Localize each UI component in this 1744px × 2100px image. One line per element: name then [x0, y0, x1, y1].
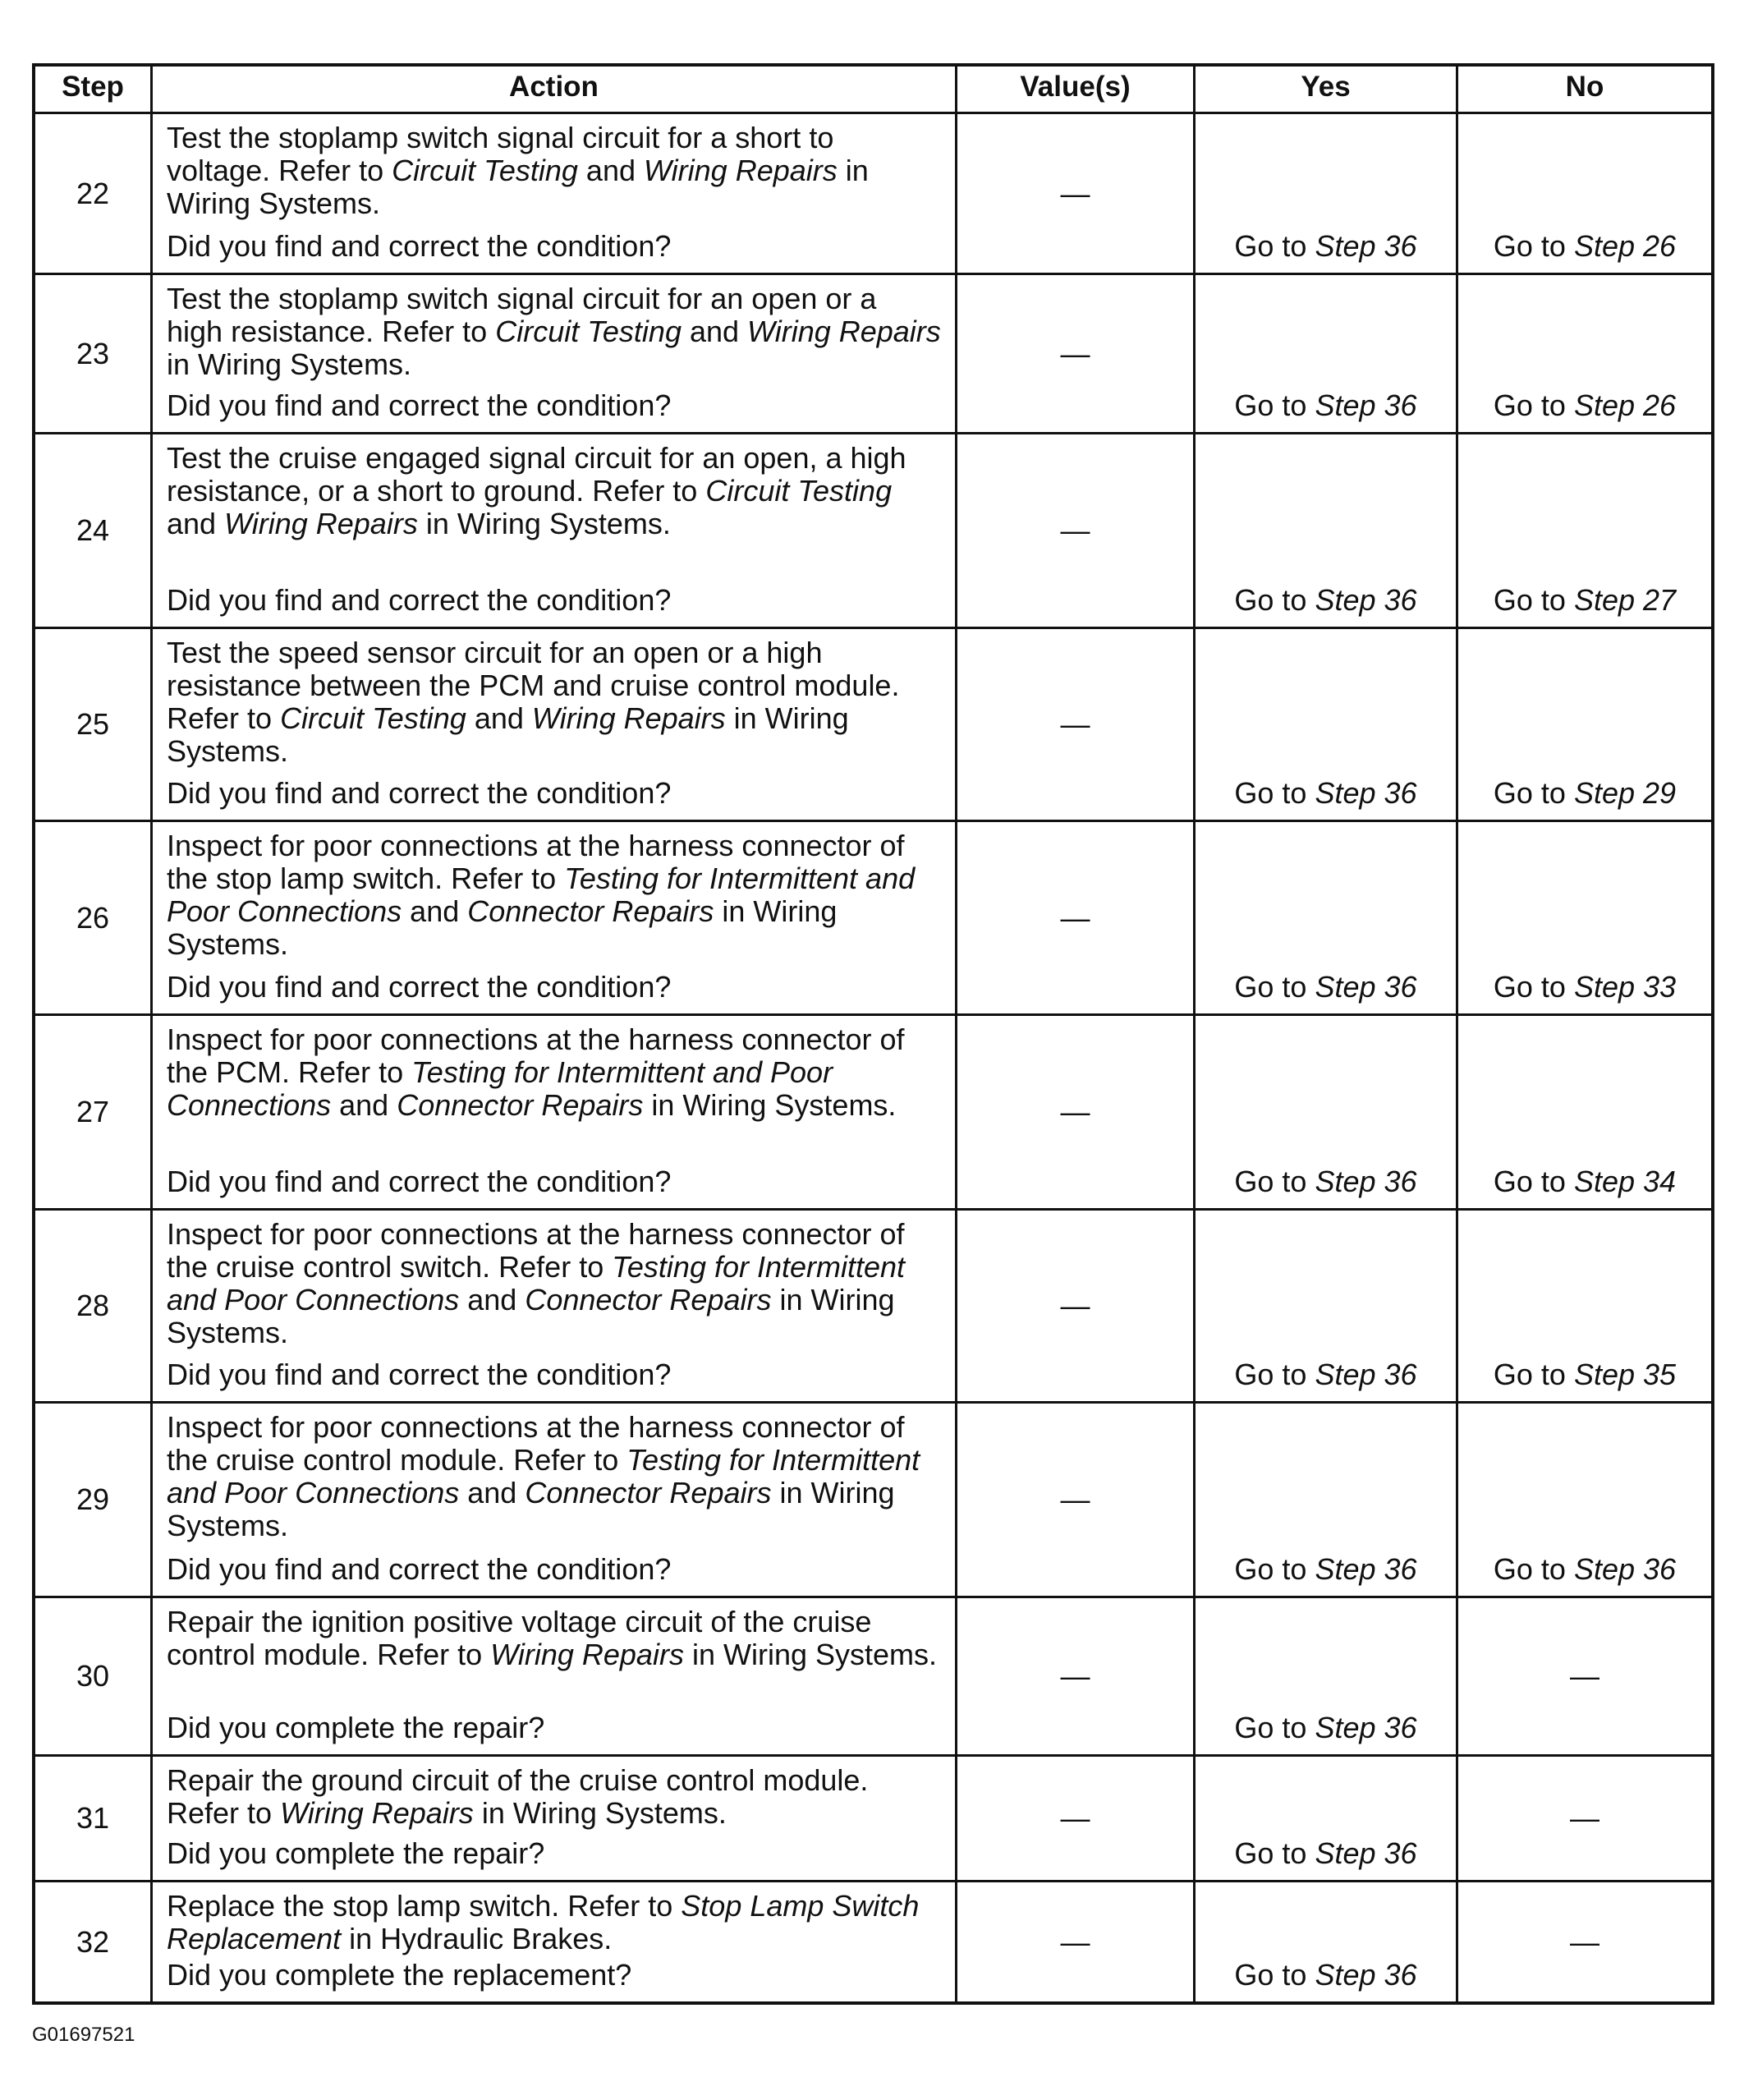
- action-line: [167, 636, 952, 669]
- yes-result: [1193, 1404, 1456, 1596]
- header-yes: Yes: [1193, 67, 1456, 112]
- plain-text: voltage. Refer to: [167, 154, 392, 187]
- value-cell: [955, 1757, 1193, 1880]
- action-instructions: [167, 442, 952, 540]
- value-cell: [955, 434, 1193, 627]
- plain-text: the PCM. Refer to: [167, 1055, 412, 1089]
- action-instructions: [167, 283, 952, 381]
- action-line: [167, 442, 952, 475]
- reference-text: Replacement: [167, 1922, 342, 1955]
- action-instructions: [167, 1218, 952, 1349]
- step-number: 27: [76, 1095, 110, 1128]
- plain-text: —: [1570, 1924, 1599, 1959]
- header-action: Action: [150, 67, 955, 112]
- reference-text: Step 26: [1573, 388, 1677, 422]
- value-text: —: [1060, 176, 1090, 210]
- value-cell: [955, 1882, 1193, 2001]
- reference-text: Wiring Repairs: [490, 1638, 684, 1671]
- plain-text: in Wiring Systems.: [167, 347, 412, 381]
- plain-text: Test the stoplamp switch signal circuit for an open or a: [167, 282, 877, 315]
- action-line: [167, 348, 952, 381]
- action-line: [167, 1797, 952, 1830]
- plain-text: in Hydraulic Brakes.: [341, 1922, 613, 1955]
- plain-text: Go to: [1234, 776, 1315, 810]
- reference-text: and Poor Connections: [167, 1476, 460, 1510]
- table-row: [35, 627, 1711, 820]
- plain-text: —: [1570, 1801, 1599, 1835]
- yes-result: [1193, 1016, 1456, 1208]
- action-line: [167, 1251, 952, 1284]
- plain-text: high resistance. Refer to: [167, 315, 496, 348]
- yes-result: [1193, 114, 1456, 273]
- reference-text: Step 26: [1573, 229, 1677, 263]
- reference-text: Step 36: [1315, 1358, 1417, 1391]
- reference-text: Connector Repairs: [467, 894, 714, 928]
- no-result-text: [1494, 777, 1676, 810]
- action-line: [167, 1606, 952, 1638]
- plain-text: Refer to: [167, 701, 281, 735]
- plain-text: Wiring Systems.: [167, 186, 381, 220]
- no-result-text: [1494, 971, 1676, 1004]
- action-cell: [150, 434, 955, 627]
- action-line: [167, 1890, 952, 1923]
- reference-text: Step 36: [1315, 1711, 1417, 1744]
- yes-result: [1193, 1211, 1456, 1401]
- no-result-text: [1494, 1553, 1676, 1586]
- action-question: Did you find and correct the condition?: [167, 583, 672, 617]
- no-result-text: [1494, 1358, 1676, 1391]
- figure-id: G01697521: [32, 2024, 135, 2046]
- action-cell: [150, 1016, 955, 1208]
- plain-text: resistance, or a short to ground. Refer to: [167, 474, 706, 508]
- action-line: [167, 508, 952, 540]
- plain-text: Go to: [1234, 970, 1315, 1004]
- plain-text: the cruise control module. Refer to: [167, 1443, 627, 1477]
- yes-result-text: [1234, 1712, 1416, 1744]
- no-result: [1456, 114, 1711, 273]
- plain-text: in Wiring: [771, 1283, 895, 1317]
- action-line: [167, 1764, 952, 1797]
- plain-text: Replace the stop lamp switch. Refer to: [167, 1889, 682, 1923]
- table-row: [35, 1880, 1711, 2001]
- plain-text: Go to: [1493, 388, 1574, 422]
- plain-text: and: [167, 507, 225, 540]
- action-instructions: [167, 636, 952, 768]
- yes-result: [1193, 1757, 1456, 1880]
- plain-text: Inspect for poor connections at the harness connector of: [167, 1022, 905, 1056]
- action-line: [167, 122, 952, 154]
- action-line: [167, 1510, 952, 1542]
- plain-text: Systems.: [167, 1316, 289, 1349]
- plain-text: Go to: [1493, 970, 1574, 1004]
- table-row: [35, 1013, 1711, 1208]
- no-result: [1456, 629, 1711, 820]
- action-line: [167, 187, 952, 220]
- reference-text: and Poor Connections: [167, 1283, 460, 1317]
- action-line: [167, 895, 952, 928]
- table-row: [35, 273, 1711, 432]
- value-text: —: [1060, 1659, 1090, 1693]
- action-line: [167, 1923, 952, 1955]
- no-result-text: [1494, 1165, 1676, 1198]
- action-line: [167, 315, 952, 348]
- value-text: —: [1060, 1482, 1090, 1516]
- plain-text: in Wiring: [714, 894, 838, 928]
- reference-text: Testing for Intermittent: [612, 1250, 906, 1284]
- yes-result-text: [1234, 389, 1416, 422]
- plain-text: in: [837, 154, 869, 187]
- action-question: Did you find and correct the condition?: [167, 1165, 672, 1198]
- plain-text: Go to: [1234, 1836, 1315, 1870]
- yes-result: [1193, 629, 1456, 820]
- no-result-text: [1570, 1660, 1599, 1693]
- plain-text: Go to: [1493, 1552, 1574, 1586]
- yes-result-text: [1234, 230, 1416, 263]
- action-cell: [150, 629, 955, 820]
- value-text: —: [1060, 1924, 1090, 1959]
- reference-text: Connector Repairs: [397, 1088, 644, 1122]
- action-question: Did you find and correct the condition?: [167, 388, 672, 422]
- reference-text: Stop Lamp Switch: [681, 1889, 920, 1923]
- table-row: [35, 1754, 1711, 1880]
- step-number: 25: [76, 707, 110, 741]
- value-cell: [955, 822, 1193, 1013]
- plain-text: Go to: [1234, 388, 1315, 422]
- plain-text: in Wiring Systems.: [417, 507, 671, 540]
- action-line: [167, 1638, 952, 1671]
- no-result: [1456, 822, 1711, 1013]
- reference-text: Step 36: [1315, 970, 1417, 1004]
- step-number: 32: [76, 1924, 110, 1959]
- action-cell: [150, 275, 955, 432]
- table-row: [35, 432, 1711, 627]
- yes-result: [1193, 1882, 1456, 2001]
- reference-text: Step 36: [1573, 1552, 1677, 1586]
- no-result: [1456, 1211, 1711, 1401]
- plain-text: Go to: [1493, 229, 1574, 263]
- action-line: [167, 829, 952, 862]
- action-line: [167, 669, 952, 702]
- header-values: Value(s): [955, 67, 1193, 112]
- action-line: [167, 1477, 952, 1510]
- plain-text: Test the cruise engaged signal circuit for an open, a high: [167, 441, 906, 475]
- yes-result-text: [1234, 971, 1416, 1004]
- yes-result-text: [1234, 1165, 1416, 1198]
- plain-text: the stop lamp switch. Refer to: [167, 862, 565, 895]
- yes-result-text: [1234, 584, 1416, 617]
- action-cell: [150, 1882, 955, 2001]
- plain-text: Go to: [1234, 1711, 1315, 1744]
- plain-text: Repair the ground circuit of the cruise control module.: [167, 1763, 869, 1797]
- plain-text: Go to: [1234, 1958, 1315, 1992]
- plain-text: the cruise control switch. Refer to: [167, 1250, 613, 1284]
- plain-text: Repair the ignition positive voltage circuit of the cruise: [167, 1605, 872, 1638]
- plain-text: and: [681, 315, 748, 348]
- step-number: 26: [76, 900, 110, 935]
- yes-result-text: [1234, 1358, 1416, 1391]
- header-step: Step: [62, 70, 124, 103]
- action-line: [167, 1444, 952, 1477]
- step-number: 31: [76, 1801, 110, 1835]
- no-result-text: [1570, 1926, 1599, 1959]
- no-result-text: [1494, 230, 1676, 263]
- table-row: [35, 112, 1711, 273]
- value-text: —: [1060, 900, 1090, 935]
- action-instructions: [167, 829, 952, 961]
- reference-text: Step 35: [1573, 1358, 1677, 1391]
- value-text: —: [1060, 1095, 1090, 1128]
- action-question: Did you find and correct the condition?: [167, 970, 672, 1004]
- value-text: —: [1060, 1289, 1090, 1322]
- no-result: [1456, 1882, 1711, 2001]
- reference-text: Testing for Intermittent and: [564, 862, 916, 895]
- reference-text: Circuit Testing: [392, 154, 578, 187]
- plain-text: control module. Refer to: [167, 1638, 491, 1671]
- yes-result: [1193, 822, 1456, 1013]
- reference-text: Testing for Intermittent and Poor: [411, 1055, 833, 1089]
- action-line: [167, 475, 952, 508]
- plain-text: Systems.: [167, 1509, 289, 1542]
- yes-result-text: [1234, 1959, 1416, 1992]
- reference-text: Wiring Repairs: [644, 154, 838, 187]
- reference-text: Step 27: [1573, 583, 1677, 617]
- action-line: [167, 928, 952, 961]
- reference-text: Step 29: [1573, 776, 1677, 810]
- reference-text: Step 36: [1315, 1552, 1417, 1586]
- plain-text: Go to: [1234, 1358, 1315, 1391]
- step-number: 29: [76, 1482, 110, 1516]
- step-number: 30: [76, 1659, 110, 1693]
- yes-result-text: [1234, 1837, 1416, 1870]
- plain-text: and: [459, 1283, 525, 1317]
- plain-text: in Wiring Systems.: [683, 1638, 938, 1671]
- reference-text: Testing for Intermittent: [626, 1443, 920, 1477]
- plain-text: Inspect for poor connections at the harness connector of: [167, 1410, 905, 1444]
- plain-text: Test the speed sensor circuit for an open or a high: [167, 636, 823, 669]
- action-question: Did you find and correct the condition?: [167, 1552, 672, 1586]
- action-question: Did you complete the repair?: [167, 1836, 545, 1870]
- action-instructions: [167, 1023, 952, 1122]
- plain-text: Systems.: [167, 927, 289, 961]
- plain-text: and: [402, 894, 468, 928]
- action-line: [167, 1218, 952, 1251]
- action-line: [167, 154, 952, 187]
- table-row: [35, 820, 1711, 1013]
- step-number: 24: [76, 513, 110, 547]
- plain-text: Go to: [1493, 583, 1574, 617]
- plain-text: Inspect for poor connections at the harness connector of: [167, 1217, 905, 1251]
- action-line: [167, 1023, 952, 1056]
- plain-text: in Wiring Systems.: [643, 1088, 897, 1122]
- action-question: Did you find and correct the condition?: [167, 229, 672, 263]
- no-result-text: [1494, 584, 1676, 617]
- no-result-text: [1570, 1802, 1599, 1835]
- no-result: [1456, 1757, 1711, 1880]
- action-question: Did you find and correct the condition?: [167, 776, 672, 810]
- plain-text: and: [577, 154, 644, 187]
- action-line: [167, 735, 952, 768]
- plain-text: resistance between the PCM and cruise control module.: [167, 669, 900, 702]
- step-number: 28: [76, 1289, 110, 1322]
- reference-text: Connector Repairs: [525, 1283, 772, 1317]
- value-cell: [955, 1016, 1193, 1208]
- action-instructions: [167, 1764, 952, 1830]
- reference-text: Wiring Repairs: [280, 1796, 474, 1830]
- action-cell: [150, 1211, 955, 1401]
- reference-text: Circuit Testing: [280, 701, 466, 735]
- value-cell: [955, 114, 1193, 273]
- reference-text: Step 34: [1573, 1165, 1677, 1198]
- plain-text: and: [459, 1476, 525, 1510]
- plain-text: Go to: [1234, 229, 1315, 263]
- yes-result: [1193, 434, 1456, 627]
- step-number: 23: [76, 336, 110, 370]
- reference-text: Connector Repairs: [525, 1476, 772, 1510]
- action-question: Did you find and correct the condition?: [167, 1358, 672, 1391]
- action-instructions: [167, 1411, 952, 1542]
- plain-text: Systems.: [167, 734, 289, 768]
- plain-text: Inspect for poor connections at the harness connector of: [167, 829, 905, 862]
- action-instructions: [167, 1890, 952, 1955]
- action-instructions: [167, 1606, 952, 1671]
- action-line: [167, 1284, 952, 1317]
- action-cell: [150, 1757, 955, 1880]
- yes-result-text: [1234, 1553, 1416, 1586]
- table-row: [35, 1596, 1711, 1754]
- reference-text: Poor Connections: [167, 894, 402, 928]
- plain-text: in Wiring: [771, 1476, 895, 1510]
- action-line: [167, 1089, 952, 1122]
- plain-text: Go to: [1234, 1552, 1315, 1586]
- value-cell: [955, 1598, 1193, 1754]
- diagnostic-procedure-table: [32, 63, 1714, 2005]
- action-cell: [150, 822, 955, 1013]
- table-header-row: [35, 67, 1711, 112]
- no-result: [1456, 1404, 1711, 1596]
- value-text: —: [1060, 1801, 1090, 1835]
- action-line: [167, 1056, 952, 1089]
- table-row: [35, 1208, 1711, 1401]
- header-no: No: [1456, 67, 1711, 112]
- plain-text: Test the stoplamp switch signal circuit for a short to: [167, 121, 834, 154]
- action-line: [167, 862, 952, 895]
- action-line: [167, 1317, 952, 1349]
- reference-text: Circuit Testing: [495, 315, 682, 348]
- value-text: —: [1060, 513, 1090, 547]
- plain-text: Go to: [1493, 1165, 1574, 1198]
- reference-text: Step 36: [1315, 1836, 1417, 1870]
- reference-text: Step 36: [1315, 1165, 1417, 1198]
- no-result: [1456, 1598, 1711, 1754]
- yes-result-text: [1234, 777, 1416, 810]
- plain-text: Go to: [1493, 1358, 1574, 1391]
- no-result: [1456, 275, 1711, 432]
- value-cell: [955, 1404, 1193, 1596]
- action-cell: [150, 114, 955, 273]
- reference-text: Step 36: [1315, 1958, 1417, 1992]
- action-line: [167, 1411, 952, 1444]
- value-text: —: [1060, 707, 1090, 741]
- plain-text: Go to: [1234, 583, 1315, 617]
- yes-result: [1193, 275, 1456, 432]
- value-cell: [955, 1211, 1193, 1401]
- reference-text: Wiring Repairs: [747, 315, 941, 348]
- step-number: 22: [76, 176, 110, 210]
- plain-text: Go to: [1234, 1165, 1315, 1198]
- plain-text: —: [1570, 1659, 1599, 1693]
- plain-text: and: [466, 701, 532, 735]
- reference-text: Step 36: [1315, 776, 1417, 810]
- plain-text: Go to: [1493, 776, 1574, 810]
- plain-text: in Wiring: [725, 701, 849, 735]
- plain-text: Refer to: [167, 1796, 281, 1830]
- reference-text: Wiring Repairs: [224, 507, 418, 540]
- reference-text: Circuit Testing: [705, 474, 893, 508]
- no-result: [1456, 434, 1711, 627]
- reference-text: Step 33: [1573, 970, 1677, 1004]
- action-question: Did you complete the replacement?: [167, 1958, 632, 1992]
- plain-text: in Wiring Systems.: [473, 1796, 727, 1830]
- no-result-text: [1494, 389, 1676, 422]
- value-cell: [955, 275, 1193, 432]
- reference-text: Wiring Repairs: [531, 701, 726, 735]
- reference-text: Step 36: [1315, 229, 1417, 263]
- plain-text: and: [331, 1088, 397, 1122]
- action-question: Did you complete the repair?: [167, 1711, 545, 1744]
- action-line: [167, 702, 952, 735]
- action-cell: [150, 1598, 955, 1754]
- action-instructions: [167, 122, 952, 220]
- action-line: [167, 283, 952, 315]
- value-cell: [955, 629, 1193, 820]
- reference-text: Step 36: [1315, 388, 1417, 422]
- reference-text: Step 36: [1315, 583, 1417, 617]
- yes-result: [1193, 1598, 1456, 1754]
- reference-text: Connections: [167, 1088, 332, 1122]
- table-row: [35, 1401, 1711, 1596]
- no-result: [1456, 1016, 1711, 1208]
- value-text: —: [1060, 336, 1090, 370]
- action-cell: [150, 1404, 955, 1596]
